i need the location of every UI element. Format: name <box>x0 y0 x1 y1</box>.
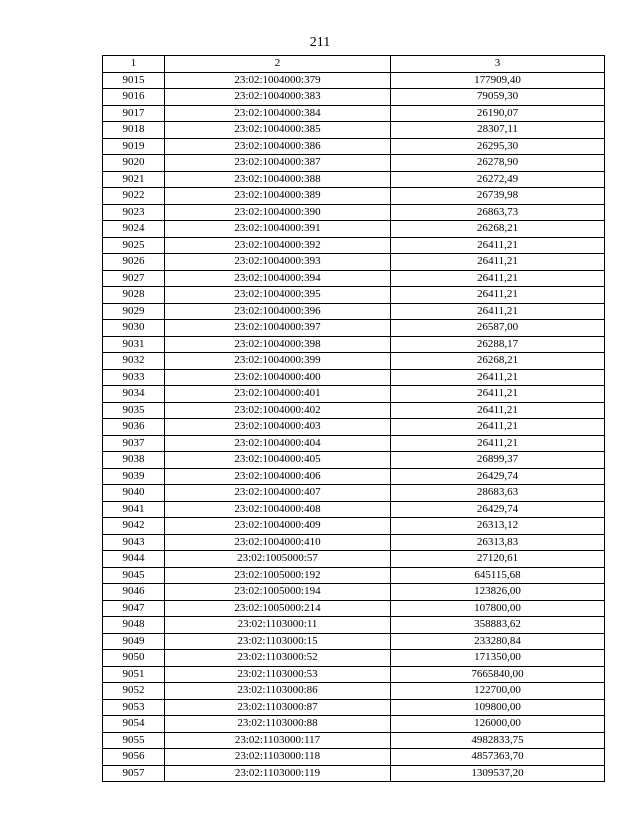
table-row <box>103 617 605 634</box>
column-header-1: 1 <box>103 56 165 73</box>
table-body <box>103 72 605 782</box>
cadastral-number: 23:02:1004000:405 <box>165 452 391 469</box>
cadastral-number: 23:02:1004000:379 <box>165 72 391 89</box>
cadastral-value: 7665840,00 <box>391 666 605 683</box>
cadastral-value: 26313,12 <box>391 518 605 535</box>
cadastral-number: 23:02:1103000:86 <box>165 683 391 700</box>
table-row <box>103 567 605 584</box>
cadastral-number: 23:02:1004000:383 <box>165 89 391 106</box>
cadastral-value: 26268,21 <box>391 353 605 370</box>
row-number: 9018 <box>103 122 165 139</box>
cadastral-number: 23:02:1004000:403 <box>165 419 391 436</box>
cadastral-number: 23:02:1004000:393 <box>165 254 391 271</box>
cadastral-number: 23:02:1004000:387 <box>165 155 391 172</box>
cadastral-number: 23:02:1005000:194 <box>165 584 391 601</box>
table-row <box>103 650 605 667</box>
cadastral-table <box>102 55 605 782</box>
row-number: 9024 <box>103 221 165 238</box>
table-row <box>103 353 605 370</box>
table-row <box>103 716 605 733</box>
row-number: 9020 <box>103 155 165 172</box>
table-row <box>103 254 605 271</box>
cadastral-number: 23:02:1004000:389 <box>165 188 391 205</box>
row-number: 9043 <box>103 534 165 551</box>
table-row <box>103 419 605 436</box>
table-row <box>103 600 605 617</box>
table-row <box>103 452 605 469</box>
cadastral-number: 23:02:1004000:398 <box>165 336 391 353</box>
cadastral-value: 26587,00 <box>391 320 605 337</box>
table-row <box>103 584 605 601</box>
row-number: 9048 <box>103 617 165 634</box>
table-row <box>103 320 605 337</box>
cadastral-value: 26411,21 <box>391 419 605 436</box>
cadastral-number: 23:02:1004000:388 <box>165 171 391 188</box>
table-row <box>103 204 605 221</box>
cadastral-value: 26288,17 <box>391 336 605 353</box>
table-row <box>103 270 605 287</box>
cadastral-value: 26411,21 <box>391 435 605 452</box>
cadastral-number: 23:02:1004000:410 <box>165 534 391 551</box>
table-row <box>103 485 605 502</box>
row-number: 9015 <box>103 72 165 89</box>
cadastral-number: 23:02:1004000:399 <box>165 353 391 370</box>
cadastral-number: 23:02:1004000:386 <box>165 138 391 155</box>
row-number: 9049 <box>103 633 165 650</box>
cadastral-number: 23:02:1004000:409 <box>165 518 391 535</box>
row-number: 9036 <box>103 419 165 436</box>
table-row <box>103 287 605 304</box>
cadastral-number: 23:02:1004000:406 <box>165 468 391 485</box>
cadastral-number: 23:02:1103000:117 <box>165 732 391 749</box>
cadastral-number: 23:02:1004000:384 <box>165 105 391 122</box>
row-number: 9037 <box>103 435 165 452</box>
cadastral-number: 23:02:1103000:119 <box>165 765 391 782</box>
row-number: 9027 <box>103 270 165 287</box>
cadastral-value: 122700,00 <box>391 683 605 700</box>
cadastral-value: 79059,30 <box>391 89 605 106</box>
cadastral-value: 109800,00 <box>391 699 605 716</box>
cadastral-value: 26411,21 <box>391 369 605 386</box>
cadastral-number: 23:02:1103000:118 <box>165 749 391 766</box>
table-row <box>103 534 605 551</box>
cadastral-value: 26411,21 <box>391 303 605 320</box>
row-number: 9039 <box>103 468 165 485</box>
row-number: 9033 <box>103 369 165 386</box>
cadastral-number: 23:02:1103000:11 <box>165 617 391 634</box>
row-number: 9056 <box>103 749 165 766</box>
cadastral-value: 26411,21 <box>391 254 605 271</box>
cadastral-value: 126000,00 <box>391 716 605 733</box>
cadastral-value: 4982833,75 <box>391 732 605 749</box>
row-number: 9057 <box>103 765 165 782</box>
cadastral-number: 23:02:1103000:52 <box>165 650 391 667</box>
table-row <box>103 435 605 452</box>
cadastral-value: 28683,63 <box>391 485 605 502</box>
cadastral-value: 233280,84 <box>391 633 605 650</box>
cadastral-value: 28307,11 <box>391 122 605 139</box>
row-number: 9045 <box>103 567 165 584</box>
row-number: 9026 <box>103 254 165 271</box>
table-row <box>103 518 605 535</box>
cadastral-value: 26268,21 <box>391 221 605 238</box>
page-number: 211 <box>309 35 331 50</box>
cadastral-number: 23:02:1004000:407 <box>165 485 391 502</box>
row-number: 9025 <box>103 237 165 254</box>
table-row <box>103 188 605 205</box>
cadastral-value: 26411,21 <box>391 386 605 403</box>
cadastral-number: 23:02:1103000:88 <box>165 716 391 733</box>
column-header-3: 3 <box>391 56 605 73</box>
table-row <box>103 501 605 518</box>
row-number: 9047 <box>103 600 165 617</box>
row-number: 9041 <box>103 501 165 518</box>
cadastral-value: 107800,00 <box>391 600 605 617</box>
cadastral-value: 26278,90 <box>391 155 605 172</box>
row-number: 9029 <box>103 303 165 320</box>
row-number: 9022 <box>103 188 165 205</box>
table-row <box>103 171 605 188</box>
table-row <box>103 155 605 172</box>
row-number: 9044 <box>103 551 165 568</box>
table-row <box>103 303 605 320</box>
row-number: 9042 <box>103 518 165 535</box>
row-number: 9035 <box>103 402 165 419</box>
cadastral-value: 26739,98 <box>391 188 605 205</box>
cadastral-number: 23:02:1004000:400 <box>165 369 391 386</box>
row-number: 9017 <box>103 105 165 122</box>
row-number: 9030 <box>103 320 165 337</box>
cadastral-number: 23:02:1005000:214 <box>165 600 391 617</box>
cadastral-number: 23:02:1004000:404 <box>165 435 391 452</box>
cadastral-value: 26411,21 <box>391 237 605 254</box>
cadastral-value: 645115,68 <box>391 567 605 584</box>
cadastral-value: 358883,62 <box>391 617 605 634</box>
table-row <box>103 221 605 238</box>
row-number: 9050 <box>103 650 165 667</box>
row-number: 9016 <box>103 89 165 106</box>
cadastral-number: 23:02:1004000:402 <box>165 402 391 419</box>
row-number: 9019 <box>103 138 165 155</box>
table-row <box>103 138 605 155</box>
cadastral-number: 23:02:1004000:394 <box>165 270 391 287</box>
cadastral-value: 4857363,70 <box>391 749 605 766</box>
table-row <box>103 765 605 782</box>
cadastral-number: 23:02:1103000:87 <box>165 699 391 716</box>
row-number: 9021 <box>103 171 165 188</box>
row-number: 9038 <box>103 452 165 469</box>
cadastral-number: 23:02:1004000:385 <box>165 122 391 139</box>
cadastral-value: 26313,83 <box>391 534 605 551</box>
cadastral-number: 23:02:1004000:392 <box>165 237 391 254</box>
cadastral-number: 23:02:1004000:397 <box>165 320 391 337</box>
table-row <box>103 89 605 106</box>
table-row <box>103 105 605 122</box>
cadastral-number: 23:02:1004000:408 <box>165 501 391 518</box>
table-row <box>103 72 605 89</box>
cadastral-value: 27120,61 <box>391 551 605 568</box>
cadastral-number: 23:02:1004000:390 <box>165 204 391 221</box>
table-row <box>103 666 605 683</box>
cadastral-value: 171350,00 <box>391 650 605 667</box>
cadastral-value: 26863,73 <box>391 204 605 221</box>
table-row <box>103 336 605 353</box>
cadastral-number: 23:02:1103000:53 <box>165 666 391 683</box>
cadastral-value: 26411,21 <box>391 402 605 419</box>
row-number: 9040 <box>103 485 165 502</box>
cadastral-value: 26190,07 <box>391 105 605 122</box>
table-row <box>103 402 605 419</box>
row-number: 9028 <box>103 287 165 304</box>
cadastral-number: 23:02:1004000:396 <box>165 303 391 320</box>
table-row <box>103 369 605 386</box>
table-row <box>103 699 605 716</box>
cadastral-value: 26899,37 <box>391 452 605 469</box>
table-row <box>103 633 605 650</box>
row-number: 9046 <box>103 584 165 601</box>
cadastral-value: 26295,30 <box>391 138 605 155</box>
table-row <box>103 386 605 403</box>
table-row <box>103 551 605 568</box>
cadastral-value: 177909,40 <box>391 72 605 89</box>
table-row <box>103 732 605 749</box>
cadastral-number: 23:02:1103000:15 <box>165 633 391 650</box>
cadastral-value: 26429,74 <box>391 501 605 518</box>
row-number: 9034 <box>103 386 165 403</box>
table-row <box>103 749 605 766</box>
cadastral-number: 23:02:1004000:395 <box>165 287 391 304</box>
cadastral-number: 23:02:1005000:57 <box>165 551 391 568</box>
cadastral-value: 26411,21 <box>391 270 605 287</box>
row-number: 9052 <box>103 683 165 700</box>
table-row <box>103 468 605 485</box>
header-row <box>103 56 605 73</box>
cadastral-value: 123826,00 <box>391 584 605 601</box>
row-number: 9055 <box>103 732 165 749</box>
row-number: 9053 <box>103 699 165 716</box>
row-number: 9051 <box>103 666 165 683</box>
column-header-2: 2 <box>165 56 391 73</box>
cadastral-number: 23:02:1005000:192 <box>165 567 391 584</box>
table-row <box>103 237 605 254</box>
cadastral-value: 26429,74 <box>391 468 605 485</box>
cadastral-value: 1309537,20 <box>391 765 605 782</box>
cadastral-number: 23:02:1004000:391 <box>165 221 391 238</box>
cadastral-value: 26411,21 <box>391 287 605 304</box>
row-number: 9023 <box>103 204 165 221</box>
row-number: 9032 <box>103 353 165 370</box>
cadastral-number: 23:02:1004000:401 <box>165 386 391 403</box>
table-row <box>103 122 605 139</box>
row-number: 9031 <box>103 336 165 353</box>
row-number: 9054 <box>103 716 165 733</box>
cadastral-value: 26272,49 <box>391 171 605 188</box>
table-row <box>103 683 605 700</box>
